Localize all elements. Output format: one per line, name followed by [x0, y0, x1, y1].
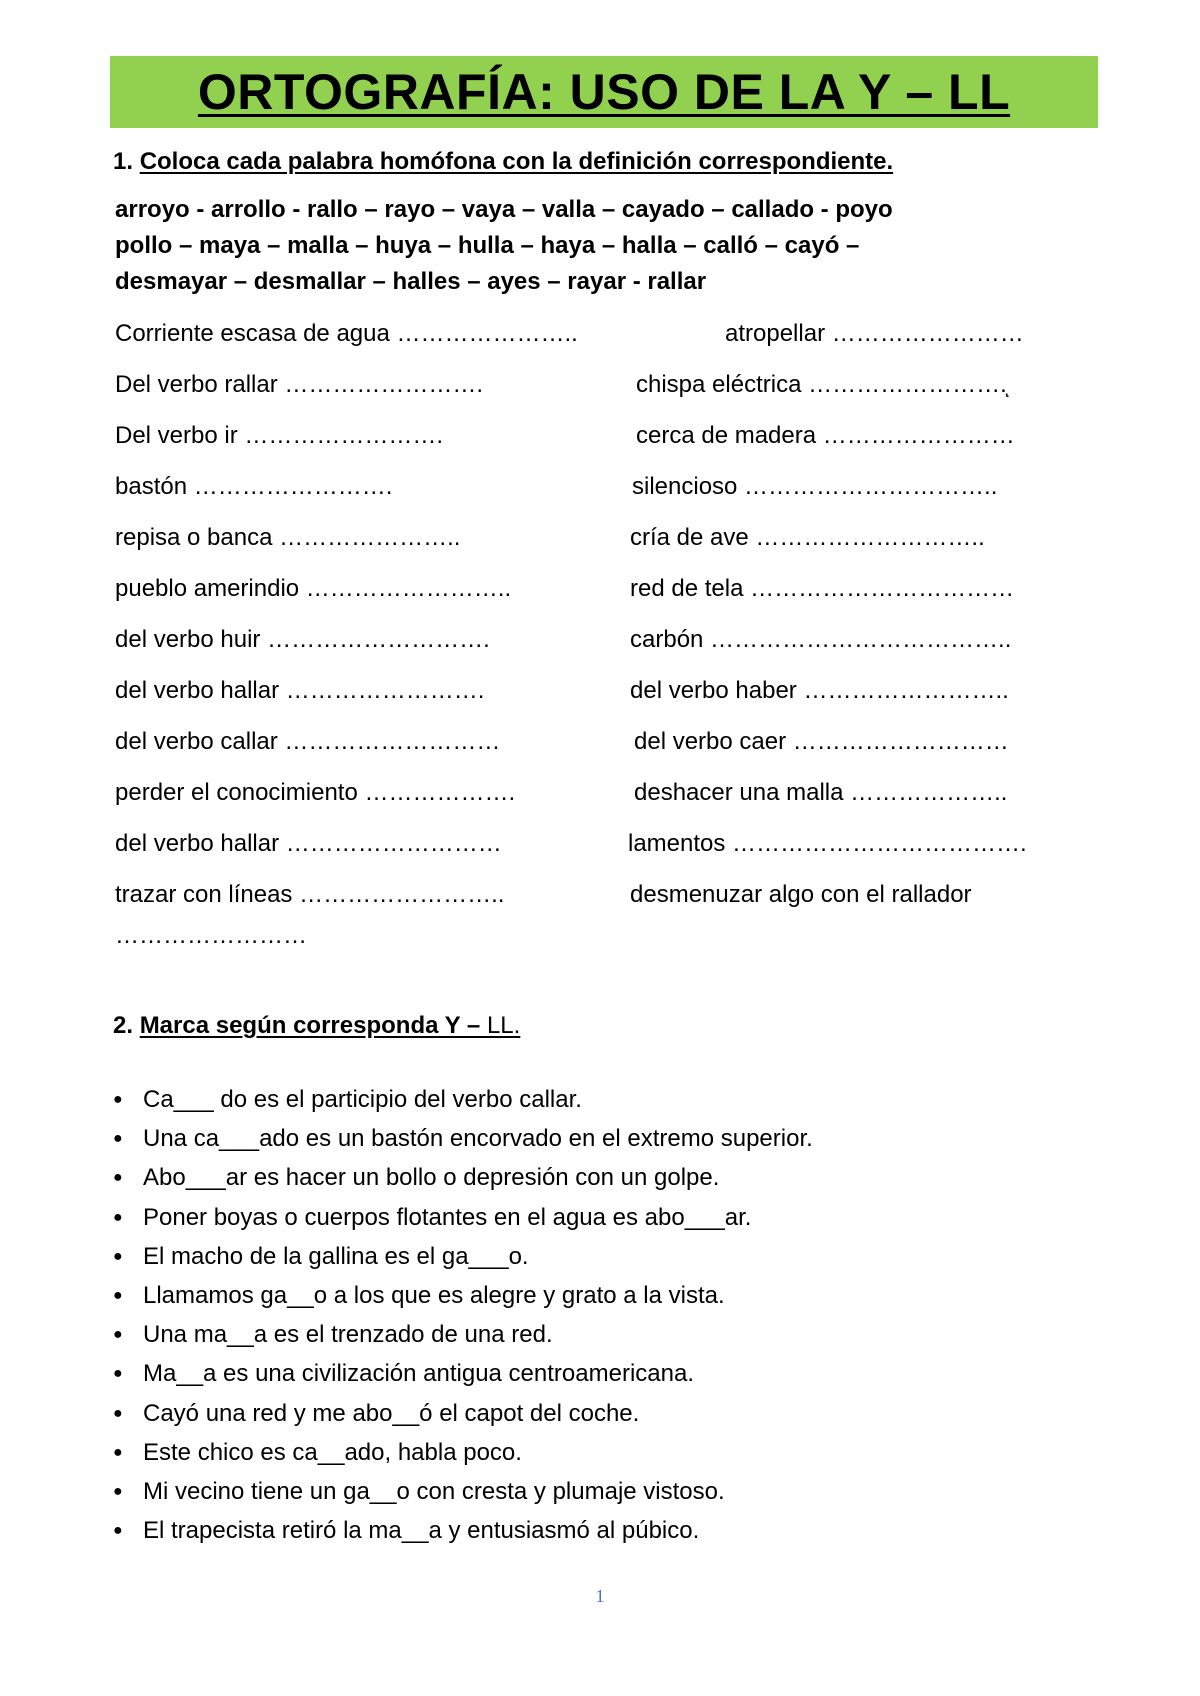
list-item	[113, 1354, 813, 1393]
page-title: ORTOGRAFÍA: USO DE LA Y – LL	[197, 64, 1011, 120]
page-number: 1	[595, 1586, 605, 1606]
bullet-icon: ●	[113, 1091, 123, 1108]
bullet-icon: ●	[113, 1522, 123, 1540]
definition-overflow: ……………………	[115, 922, 307, 949]
list-item-text: Una ma__a es el trenzado de una red.	[143, 1321, 553, 1349]
list-item	[113, 1158, 813, 1197]
list-item-text: Cayó una red y me abo__ó el capot del coche.	[143, 1399, 640, 1427]
definition-right: lamentos ……………………………….	[628, 830, 1027, 857]
list-item-text: Este chico es ca__ado, habla poco.	[143, 1438, 522, 1466]
definition-right: desmenuzar algo con el rallador	[630, 881, 972, 908]
bullet-icon: ●	[113, 1247, 123, 1265]
list-item	[113, 1080, 813, 1119]
definition-right: del verbo caer ………………………	[634, 728, 1009, 755]
bullet-icon: ●	[113, 1169, 123, 1187]
definition-left: perder el conocimiento ……………….	[115, 779, 516, 806]
definition-left: Del verbo rallar …………………….	[115, 371, 484, 398]
bullet-icon: ●	[113, 1365, 123, 1383]
definition-left: repisa o banca …………………..	[115, 524, 461, 551]
definition-right: del verbo haber ……………………..	[630, 677, 1009, 704]
list-item-text: El macho de la gallina es el ga___o.	[143, 1242, 529, 1270]
bullet-icon: ●	[113, 1208, 123, 1226]
section2-instruction-end: LL.	[486, 1012, 521, 1039]
word-bank-line: pollo – maya – malla – huya – hulla – haya – halla – calló – cayó –	[115, 232, 860, 259]
fill-in-list	[113, 1080, 813, 1550]
word-bank-line: desmayar – desmallar – halles – ayes – rayar - rallar	[115, 268, 707, 295]
list-item-text: Ma__a es una civilización antigua centroamericana.	[143, 1360, 694, 1388]
list-item	[113, 1511, 813, 1550]
list-item	[113, 1237, 813, 1276]
bullet-icon: ●	[113, 1404, 123, 1422]
definition-left: pueblo amerindio ……………………..	[115, 575, 512, 602]
definition-left: del verbo hallar …………………….	[115, 677, 485, 704]
definition-right: deshacer una malla ………………..	[634, 779, 1008, 806]
list-item-text: Ca___ do es el participio del verbo callar.	[143, 1086, 582, 1113]
definition-left: Corriente escasa de agua …………………..	[115, 320, 578, 347]
list-item-text: El trapecista retiró la ma__a y entusiasmó al púbico.	[143, 1517, 700, 1545]
definition-right: red de tela ……………………………	[630, 575, 1015, 602]
list-item	[113, 1198, 813, 1237]
list-item-text: Poner boyas o cuerpos flotantes en el agua es abo___ar.	[143, 1203, 752, 1231]
list-item	[113, 1433, 813, 1472]
definition-left: trazar con líneas ……………………..	[115, 881, 505, 908]
section1-heading	[113, 148, 893, 176]
list-item	[113, 1315, 813, 1354]
bullet-icon: ●	[113, 1483, 123, 1501]
definition-left: del verbo hallar ………………………	[115, 830, 502, 857]
definition-right: cerca de madera ……………………	[636, 422, 1015, 449]
list-item-text: Abo___ar es hacer un bollo o depresión con un golpe.	[143, 1164, 720, 1192]
definition-right: atropellar ……………………	[725, 320, 1024, 347]
bullet-icon: ●	[113, 1130, 123, 1148]
list-item	[113, 1119, 813, 1158]
word-bank-line: arroyo - arrollo - rallo – rayo – vaya – valla – cayado – callado - poyo	[115, 196, 893, 223]
title-band	[110, 56, 1098, 128]
definition-left: del verbo huir ……………………….	[115, 626, 490, 653]
definition-left: Del verbo ir …………………….	[115, 422, 444, 449]
list-item-text: Una ca___ado es un bastón encorvado en el extremo superior.	[143, 1125, 813, 1153]
definition-left: bastón …………………….	[115, 473, 393, 500]
section1-number: 1.	[113, 148, 134, 175]
word-bank	[115, 192, 1115, 300]
section2-number: 2.	[113, 1012, 134, 1039]
section2-instruction: Marca según corresponda Y –	[139, 1012, 487, 1039]
list-item-text: Llamamos ga__o a los que es alegre y grato a la vista.	[143, 1282, 725, 1310]
bullet-icon: ●	[113, 1443, 123, 1461]
definition-left: del verbo callar ………………………	[115, 728, 501, 755]
definition-right: carbón ………………………………..	[630, 626, 1012, 653]
list-item	[113, 1394, 813, 1433]
section2-heading	[113, 1012, 520, 1040]
list-item-text: Mi vecino tiene un ga__o con cresta y plumaje vistoso.	[143, 1478, 725, 1506]
bullet-icon: ●	[113, 1287, 123, 1305]
bullet-icon: ●	[113, 1326, 123, 1344]
definition-right: silencioso …………………………..	[632, 473, 998, 500]
list-item	[113, 1472, 813, 1511]
definition-right: cría de ave ………………………..	[630, 524, 985, 551]
definition-right: chispa eléctrica …………………….ͅ	[636, 371, 1007, 398]
section1-instruction: Coloca cada palabra homófona con la definición correspondiente.	[139, 148, 894, 175]
list-item	[113, 1276, 813, 1315]
